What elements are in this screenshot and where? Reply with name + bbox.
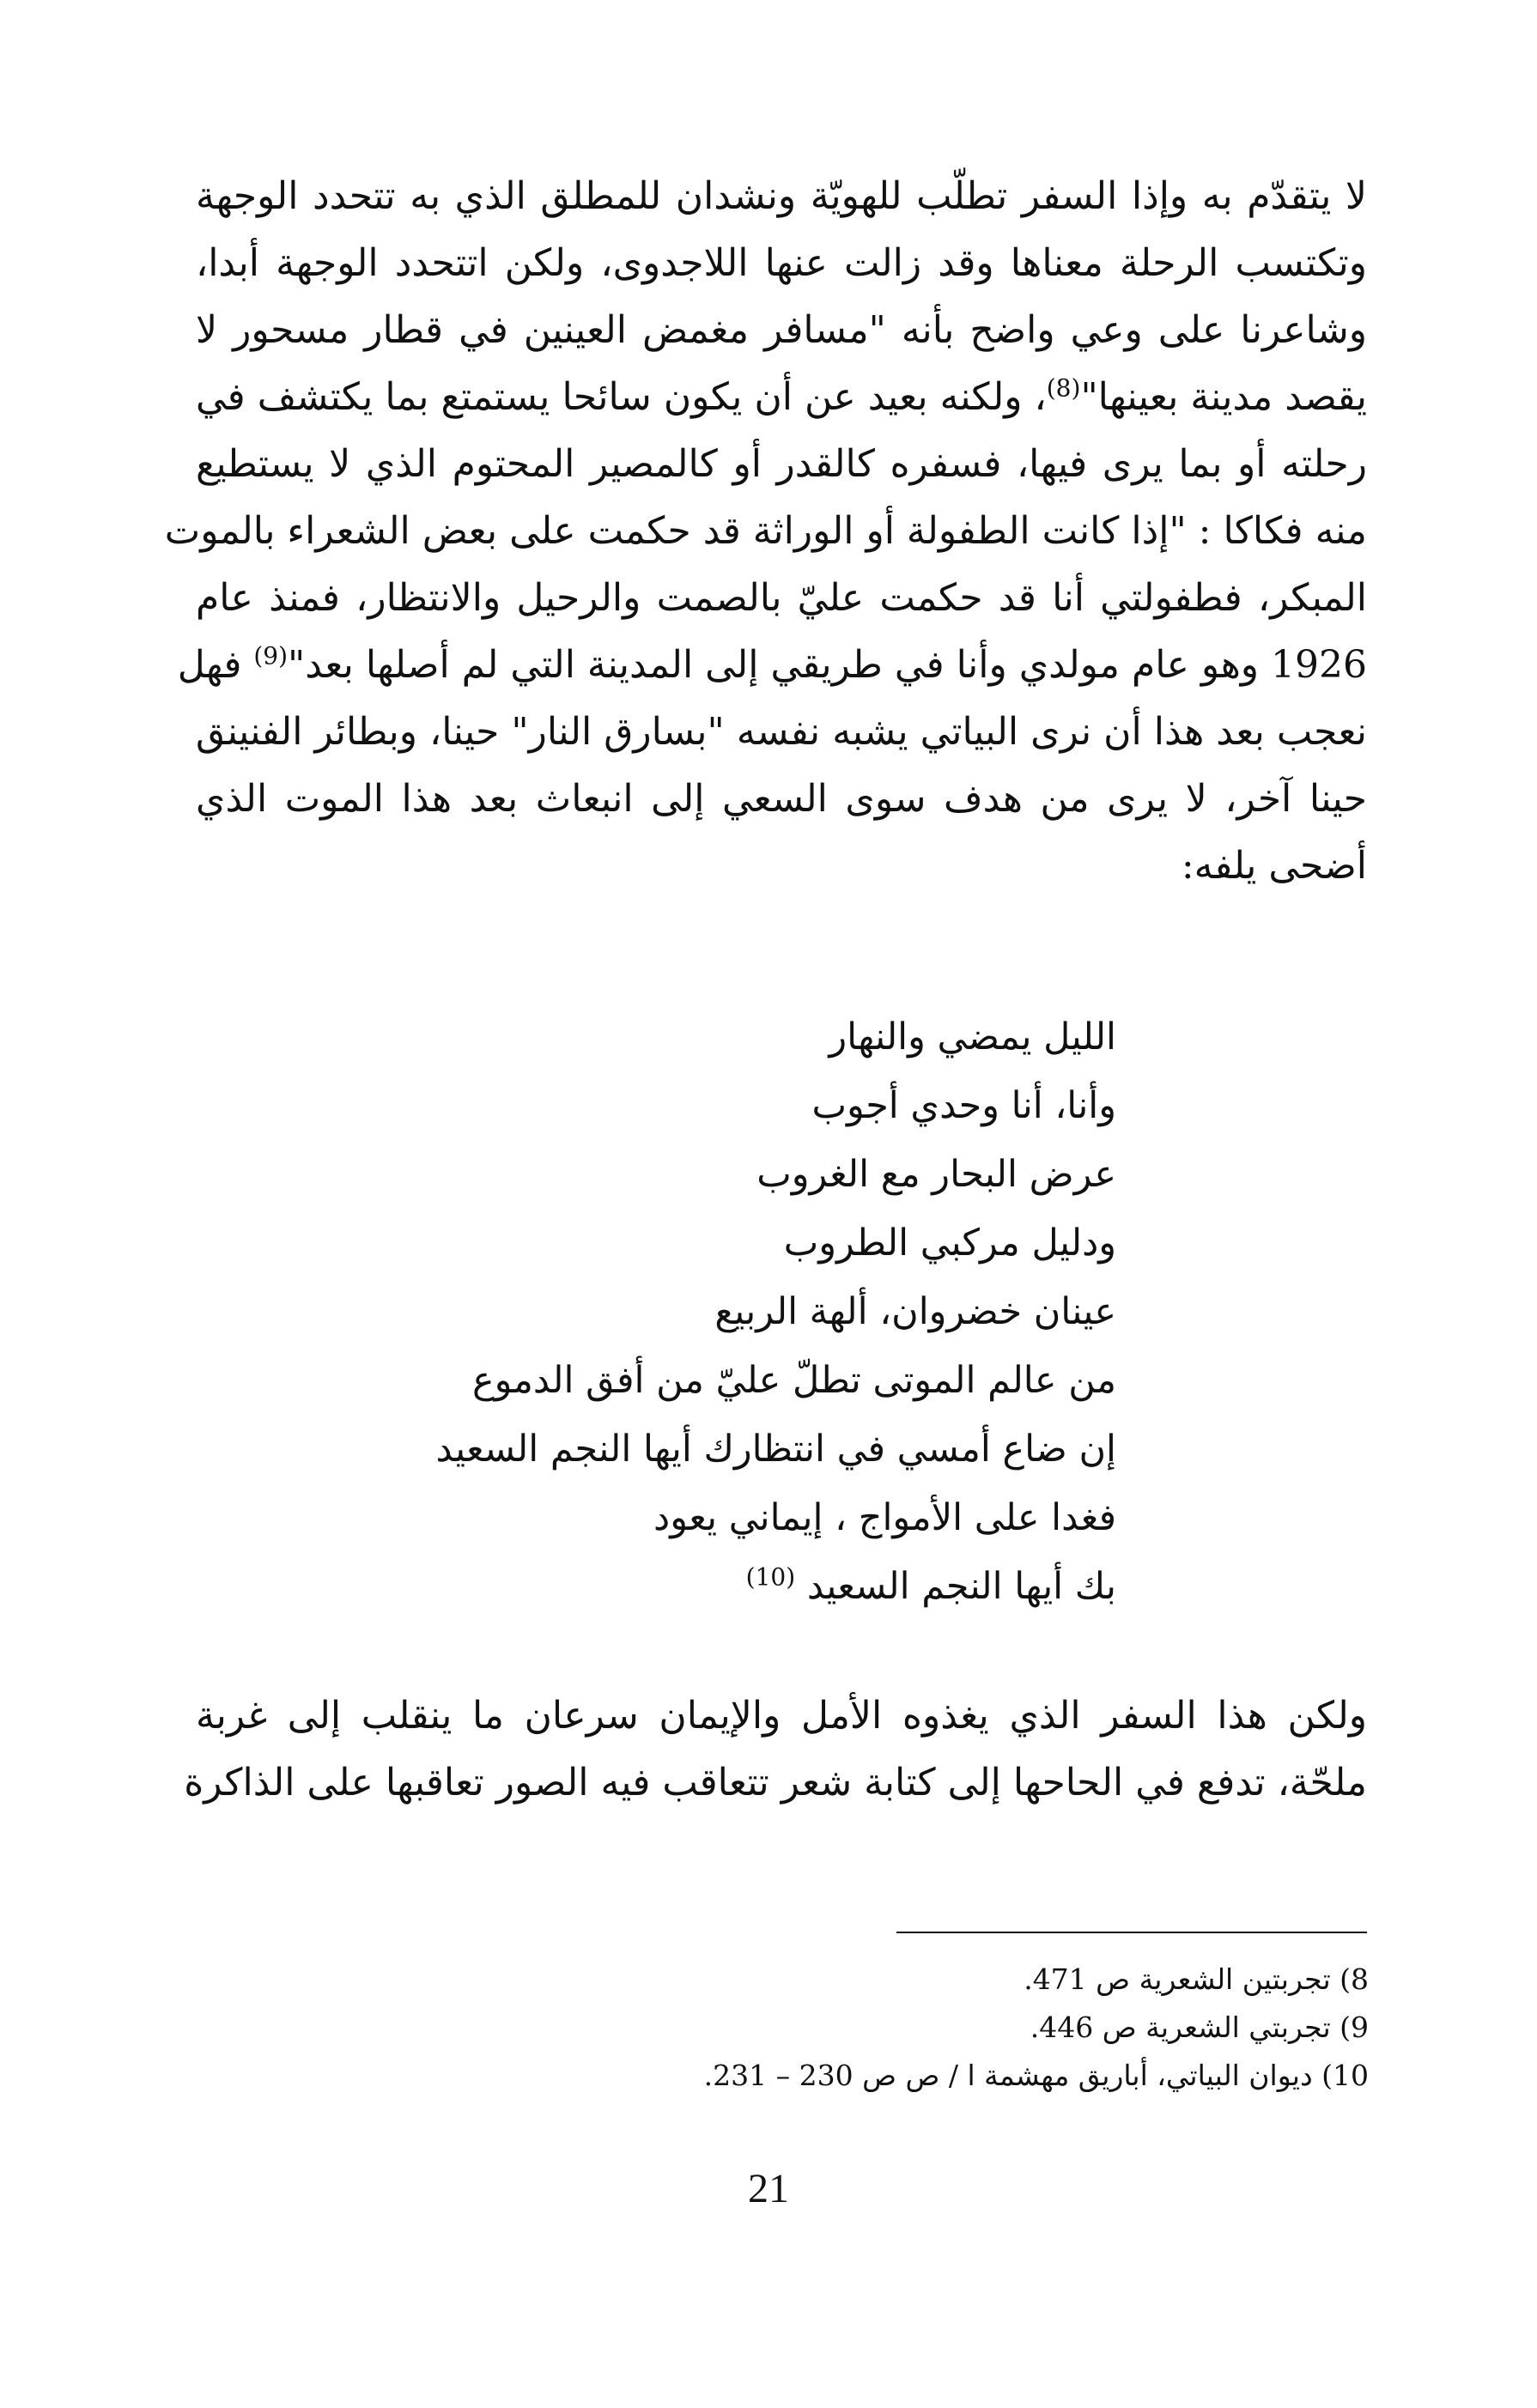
body-text: ، ولكنه بعيد عن أن يكون سائحا يستمتع بما يكتشف في xyxy=(196,375,1047,419)
body-line: وشاعرنا على وعي واضح بأنه "مسافر مغمض العينين في قطار مسحور لا xyxy=(196,308,1367,352)
footnote-8: 8) تجربتين الشعرية ص 471. xyxy=(1024,1962,1369,1996)
poem-line: وأنا، أنا وحدي أجوب xyxy=(811,1084,1116,1127)
poem-line: فغدا على الأمواج ، إيماني يعود xyxy=(653,1496,1116,1539)
paragraph-main xyxy=(164,163,1367,900)
body-line: ولكن هذا السفر الذي يغذوه الأمل والإيمان سرعان ما ينقلب إلى غربة xyxy=(196,1694,1367,1738)
poem-line: ودليل مركبي الطروب xyxy=(783,1222,1116,1265)
body-text: فهل xyxy=(177,643,254,687)
poem-text: بك أيها النجم السعيد xyxy=(806,1565,1116,1608)
poem-line: عرض البحار مع الغروب xyxy=(756,1153,1116,1196)
body-line: أضحى يلفه: xyxy=(1181,844,1367,888)
footnote-separator xyxy=(896,1932,1367,1933)
poem-line: من عالم الموتى تطلّ عليّ من أفق الدموع xyxy=(471,1359,1116,1402)
footnotes xyxy=(510,1956,1369,2100)
body-line: حينا آخر، لا يرى من هدف سوى السعي إلى انبعاث بعد هذا الموت الذي xyxy=(196,777,1367,821)
body-line: لا يتقدّم به وإذا السفر تطلّب للهويّة ونشدان للمطلق الذي به تتحدد الوجهة xyxy=(196,174,1367,218)
body-line: ملحّة، تدفع في الحاحها إلى كتابة شعر تتعاقب فيه الصور تعاقبها على الذاكرة xyxy=(184,1761,1367,1804)
footnote-ref-9[interactable]: (9) xyxy=(253,641,289,670)
footnote-ref-10[interactable]: (10) xyxy=(745,1562,796,1592)
footnote-9: 9) تجربتي الشعرية ص 446. xyxy=(1030,2011,1369,2044)
body-line-with-footnote-8 xyxy=(196,364,1367,431)
body-line: المبكر، فطفولتي أنا قد حكمت عليّ بالصمت والرحيل والانتظار، فمنذ عام xyxy=(196,576,1367,620)
poem-line-with-footnote-10 xyxy=(412,1552,1116,1621)
footnote-10: 10) ديوان البياتي، أباريق مهشمة ا / ص ص 230 – 231. xyxy=(703,2059,1369,2092)
body-text: 1926 وهو عام مولدي وأنا في طريقي إلى المدينة التي لم أصلها بعد" xyxy=(288,643,1367,687)
footnote-ref-8[interactable]: (8) xyxy=(1046,373,1081,403)
body-text: يقصد مدينة بعينها" xyxy=(1080,375,1367,419)
body-line: منه فكاكا : "إذا كانت الطفولة أو الوراثة قد حكمت على بعض الشعراء بالموت xyxy=(164,509,1367,553)
body-line-with-footnote-9 xyxy=(177,632,1367,699)
page-number: 21 xyxy=(748,2166,789,2211)
poem-line: إن ضاع أمسي في انتظارك أيها النجم السعيد xyxy=(435,1428,1116,1471)
body-line: وتكتسب الرحلة معناها وقد زالت عنها اللاجدوى، ولكن اتتحدد الوجهة أبدا، xyxy=(196,241,1367,285)
poem-line: عينان خضروان، ألهة الربيع xyxy=(714,1290,1116,1333)
body-line: نعجب بعد هذا أن نرى البياتي يشبه نفسه "بسارق النار" حينا، وبطائر الفنينق xyxy=(196,710,1367,754)
poem-block xyxy=(412,1003,1116,1621)
body-line: رحلته أو بما يرى فيها، فسفره كالقدر أو كالمصير المحتوم الذي لا يستطيع xyxy=(196,442,1367,486)
poem-line: الليل يمضي والنهار xyxy=(829,1016,1116,1058)
paragraph-continuation xyxy=(184,1683,1367,1817)
